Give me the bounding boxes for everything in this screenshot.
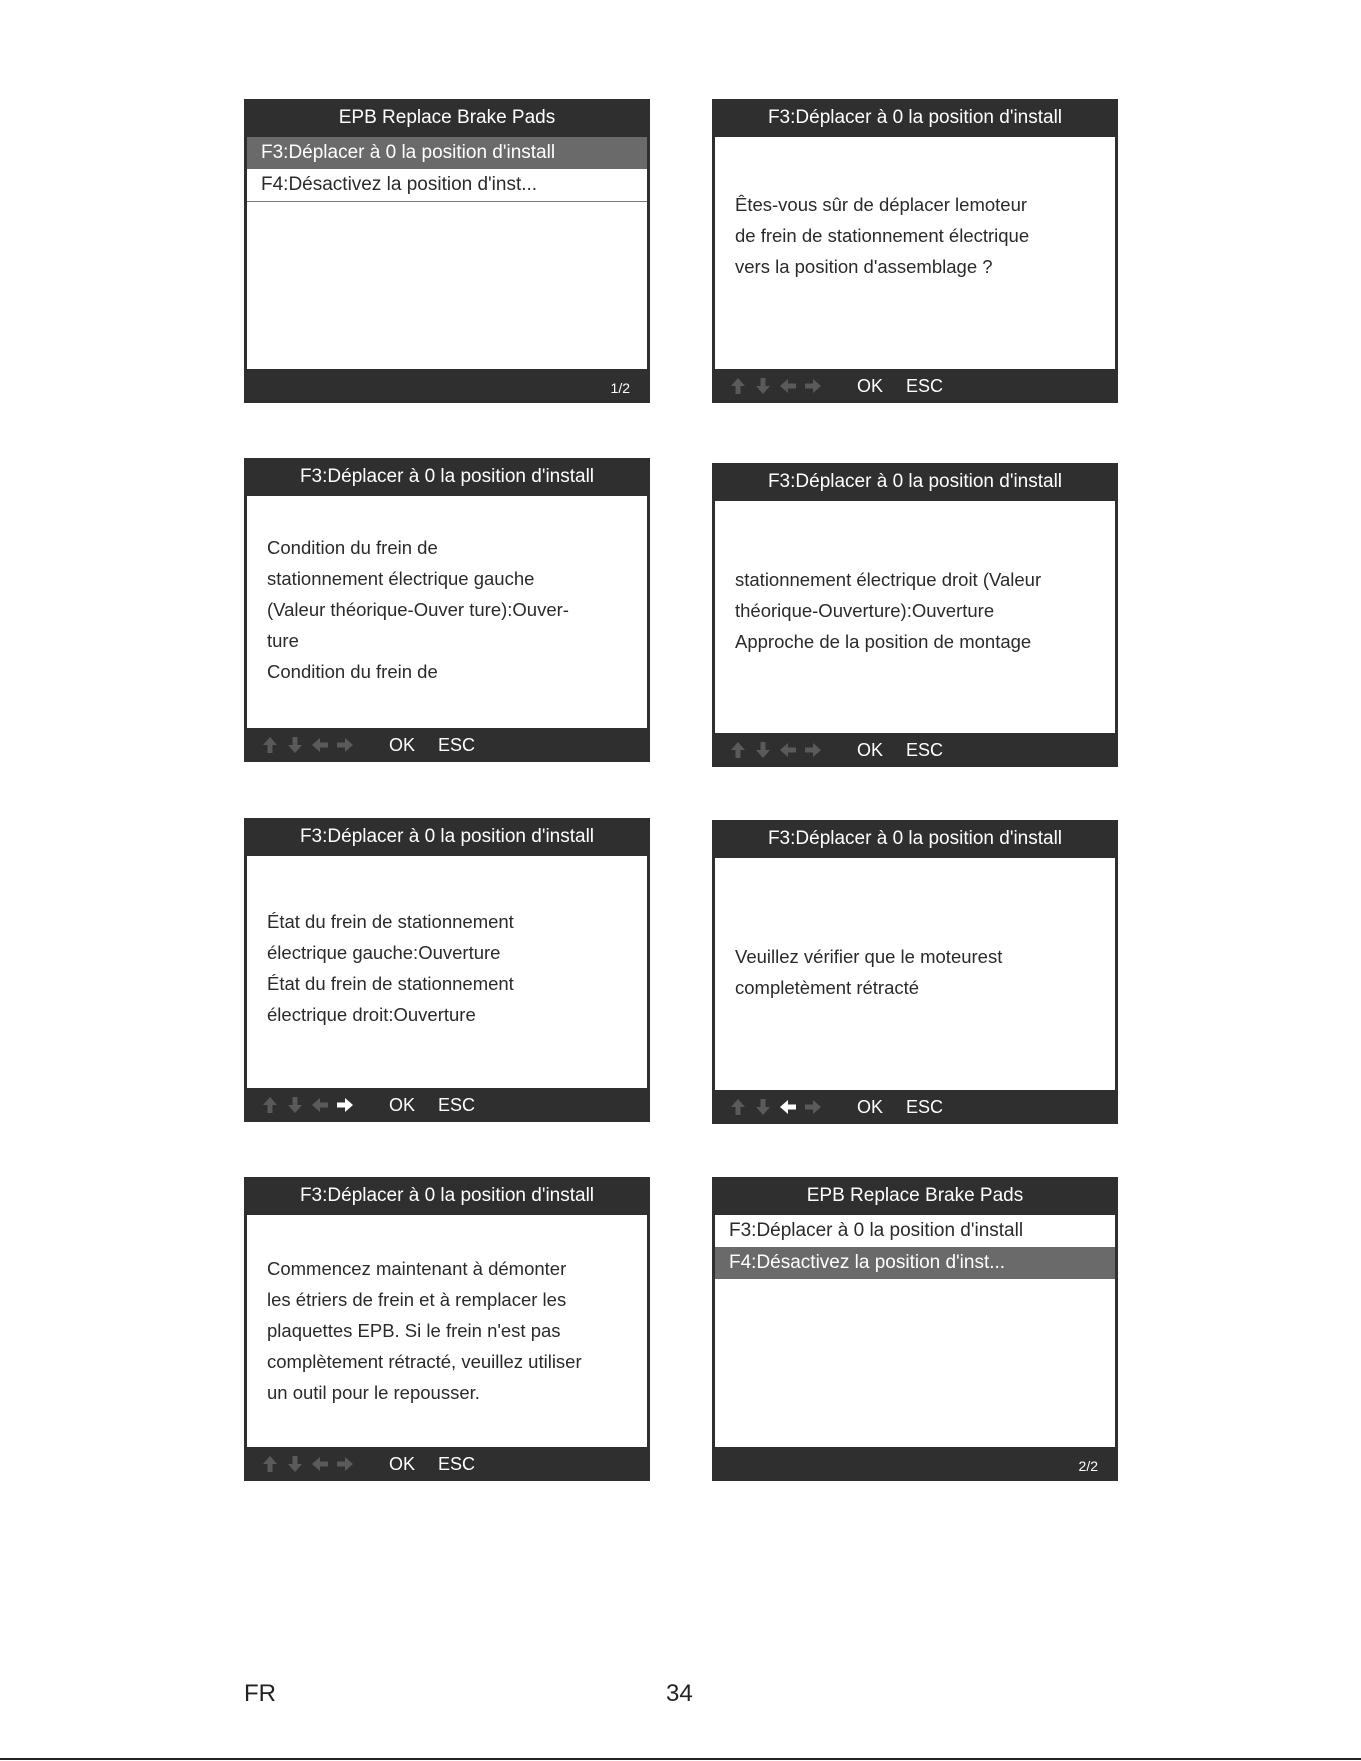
screen-body bbox=[715, 501, 1115, 733]
message-text bbox=[267, 532, 637, 687]
screen-title: F3:Déplacer à 0 la position d'install bbox=[299, 826, 595, 847]
screen-right-brake-condition bbox=[712, 463, 1118, 767]
screen-brake-status bbox=[244, 818, 650, 1122]
message-line: ture bbox=[267, 630, 299, 651]
arrow-left-icon[interactable] bbox=[310, 1095, 330, 1115]
message-text bbox=[735, 564, 1105, 657]
message-line: stationnement électrique gauche bbox=[267, 568, 535, 589]
esc-button[interactable]: ESC bbox=[438, 1454, 476, 1474]
page-indicator: 1/2 bbox=[610, 380, 630, 396]
arrow-right-icon[interactable] bbox=[335, 1095, 355, 1115]
screen-body bbox=[715, 858, 1115, 1090]
menu-item-f4[interactable]: F4:Désactivez la position d'inst... bbox=[715, 1247, 1115, 1279]
arrow-up-icon[interactable] bbox=[728, 740, 748, 760]
screen-confirm-move bbox=[712, 99, 1118, 403]
screen-title: F3:Déplacer à 0 la position d'install bbox=[299, 466, 595, 487]
nav-arrows bbox=[728, 1095, 823, 1119]
ok-button[interactable]: OK bbox=[389, 1095, 416, 1115]
screen-footer bbox=[712, 1447, 1118, 1481]
arrow-up-icon[interactable] bbox=[728, 376, 748, 396]
ok-button[interactable]: OK bbox=[857, 376, 884, 396]
menu-item-f3[interactable]: F3:Déplacer à 0 la position d'install bbox=[247, 137, 647, 169]
screen-replace-pads bbox=[244, 1177, 650, 1481]
message-line: Veuillez vérifier que le moteurest bbox=[735, 946, 1003, 967]
message-line: électrique droit:Ouverture bbox=[267, 1004, 476, 1025]
arrow-left-icon[interactable] bbox=[778, 376, 798, 396]
arrow-up-icon[interactable] bbox=[728, 1097, 748, 1117]
nav-arrows bbox=[260, 1452, 355, 1476]
menu-item-f3[interactable]: F3:Déplacer à 0 la position d'install bbox=[729, 1220, 1024, 1241]
screen-body bbox=[247, 856, 647, 1088]
ok-button[interactable]: OK bbox=[857, 740, 884, 760]
message-line: vers la position d'assemblage ? bbox=[735, 256, 993, 277]
screen-body bbox=[715, 1215, 1115, 1447]
message-text bbox=[735, 189, 1105, 282]
message-line: Commencez maintenant à démonter bbox=[267, 1258, 567, 1279]
message-text bbox=[735, 941, 1105, 1003]
message-line: plaquettes EPB. Si le frein n'est pas bbox=[267, 1320, 561, 1341]
arrow-down-icon[interactable] bbox=[285, 1095, 305, 1115]
screen-body bbox=[247, 1215, 647, 1447]
esc-button[interactable]: ESC bbox=[906, 1097, 944, 1117]
esc-button[interactable]: ESC bbox=[438, 1095, 476, 1115]
message-text bbox=[267, 906, 637, 1030]
screen-footer bbox=[244, 1447, 650, 1481]
nav-arrows bbox=[728, 738, 823, 762]
arrow-left-icon[interactable] bbox=[310, 1454, 330, 1474]
esc-button[interactable]: ESC bbox=[906, 376, 944, 396]
screen-footer bbox=[712, 1090, 1118, 1124]
language-label: FR bbox=[244, 1680, 276, 1707]
nav-arrows bbox=[728, 374, 823, 398]
screen-left-brake-condition bbox=[244, 458, 650, 762]
nav-arrows bbox=[260, 1093, 355, 1117]
message-line: électrique gauche:Ouverture bbox=[267, 942, 501, 963]
arrow-down-icon[interactable] bbox=[753, 1097, 773, 1117]
arrow-up-icon[interactable] bbox=[260, 735, 280, 755]
screen-title: F3:Déplacer à 0 la position d'install bbox=[767, 828, 1063, 849]
message-line: Condition du frein de bbox=[267, 537, 438, 558]
arrow-right-icon[interactable] bbox=[803, 1097, 823, 1117]
message-line: État du frein de stationnement bbox=[267, 973, 514, 994]
screen-title: EPB Replace Brake Pads bbox=[338, 107, 556, 128]
menu-item-f4[interactable]: F4:Désactivez la position d'inst... bbox=[247, 169, 647, 202]
screen-title: F3:Déplacer à 0 la position d'install bbox=[767, 471, 1063, 492]
screen-menu-page-2 bbox=[712, 1177, 1118, 1481]
message-line: stationnement électrique droit (Valeur bbox=[735, 569, 1042, 590]
screen-footer bbox=[244, 1088, 650, 1122]
message-text bbox=[267, 1253, 637, 1408]
screen-footer bbox=[712, 733, 1118, 767]
arrow-up-icon[interactable] bbox=[260, 1095, 280, 1115]
screen-title: F3:Déplacer à 0 la position d'install bbox=[767, 107, 1063, 128]
page-bottom-rule bbox=[0, 1758, 1361, 1760]
ok-button[interactable]: OK bbox=[857, 1097, 884, 1117]
screen-menu-page-1 bbox=[244, 99, 650, 403]
arrow-up-icon[interactable] bbox=[260, 1454, 280, 1474]
arrow-right-icon[interactable] bbox=[335, 735, 355, 755]
message-line: Êtes-vous sûr de déplacer lemoteur bbox=[735, 194, 1028, 215]
message-line: completèment rétracté bbox=[735, 977, 920, 998]
arrow-down-icon[interactable] bbox=[285, 735, 305, 755]
message-line: complètement rétracté, veuillez utiliser bbox=[267, 1351, 582, 1372]
arrow-right-icon[interactable] bbox=[335, 1454, 355, 1474]
message-line: de frein de stationnement électrique bbox=[735, 225, 1030, 246]
page-indicator: 2/2 bbox=[1078, 1458, 1098, 1474]
page-number: 34 bbox=[666, 1680, 693, 1707]
arrow-down-icon[interactable] bbox=[285, 1454, 305, 1474]
screen-body bbox=[715, 137, 1115, 369]
message-line: Approche de la position de montage bbox=[735, 631, 1032, 652]
arrow-down-icon[interactable] bbox=[753, 376, 773, 396]
message-line: un outil pour le repousser. bbox=[267, 1382, 480, 1403]
arrow-left-icon[interactable] bbox=[778, 1097, 798, 1117]
arrow-right-icon[interactable] bbox=[803, 376, 823, 396]
arrow-left-icon[interactable] bbox=[310, 735, 330, 755]
screen-footer bbox=[712, 369, 1118, 403]
screen-body bbox=[247, 137, 647, 369]
ok-button[interactable]: OK bbox=[389, 735, 416, 755]
screen-title: F3:Déplacer à 0 la position d'install bbox=[299, 1185, 595, 1206]
ok-button[interactable]: OK bbox=[389, 1454, 416, 1474]
screen-footer bbox=[244, 728, 650, 762]
message-line: État du frein de stationnement bbox=[267, 911, 514, 932]
message-line: (Valeur théorique-Ouver ture):Ouver- bbox=[267, 599, 569, 620]
screen-footer bbox=[244, 369, 650, 403]
arrow-left-icon[interactable] bbox=[778, 740, 798, 760]
esc-button[interactable]: ESC bbox=[906, 740, 944, 760]
message-line: Condition du frein de bbox=[267, 661, 438, 682]
esc-button[interactable]: ESC bbox=[438, 735, 476, 755]
screen-title: EPB Replace Brake Pads bbox=[806, 1185, 1024, 1206]
message-line: les étriers de frein et à remplacer les bbox=[267, 1289, 567, 1310]
message-line: théorique-Ouverture):Ouverture bbox=[735, 600, 995, 621]
arrow-right-icon[interactable] bbox=[803, 740, 823, 760]
screen-verify-retracted bbox=[712, 820, 1118, 1124]
nav-arrows bbox=[260, 733, 355, 757]
arrow-down-icon[interactable] bbox=[753, 740, 773, 760]
screen-body bbox=[247, 496, 647, 728]
